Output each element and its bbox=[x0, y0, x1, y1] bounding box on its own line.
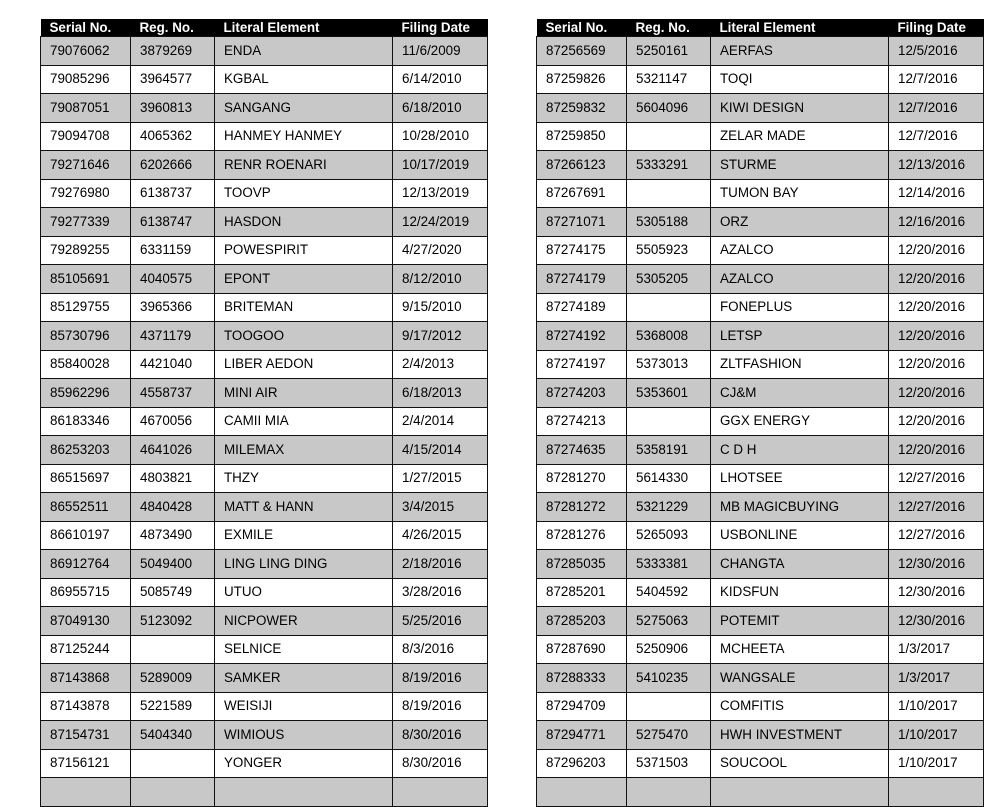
filing-date-cell: 6/18/2010 bbox=[393, 94, 488, 123]
serial-no-cell: 87143878 bbox=[41, 692, 131, 721]
table-row bbox=[41, 350, 488, 379]
table-row bbox=[537, 293, 984, 322]
table-row bbox=[41, 550, 488, 579]
literal-element-cell: ENDA bbox=[215, 37, 393, 66]
filing-date-cell: 8/30/2016 bbox=[393, 721, 488, 750]
serial-no-cell: 86515697 bbox=[41, 464, 131, 493]
filing-date-cell: 12/14/2016 bbox=[889, 179, 984, 208]
reg-no-cell: 6138737 bbox=[131, 179, 215, 208]
table-row bbox=[537, 493, 984, 522]
reg-no-cell: 5275063 bbox=[627, 607, 711, 636]
reg-no-cell: 5373013 bbox=[627, 350, 711, 379]
filing-date-cell: 3/28/2016 bbox=[393, 578, 488, 607]
filing-date-cell: 1/3/2017 bbox=[889, 635, 984, 664]
serial-no-cell: 87285203 bbox=[537, 607, 627, 636]
filing-date-cell: 12/27/2016 bbox=[889, 493, 984, 522]
reg-no-cell bbox=[131, 749, 215, 778]
filing-date-cell: 9/15/2010 bbox=[393, 293, 488, 322]
reg-no-cell: 4670056 bbox=[131, 407, 215, 436]
reg-no-cell: 5250906 bbox=[627, 635, 711, 664]
reg-no-cell: 5221589 bbox=[131, 692, 215, 721]
reg-no-cell: 5358191 bbox=[627, 436, 711, 465]
serial-no-cell: 87256569 bbox=[537, 37, 627, 66]
table-row bbox=[537, 379, 984, 408]
filing-date-cell: 12/20/2016 bbox=[889, 350, 984, 379]
literal-element-cell: UTUO bbox=[215, 578, 393, 607]
trademark-table-right bbox=[536, 19, 984, 807]
literal-element-cell: TOOVP bbox=[215, 179, 393, 208]
reg-no-cell: 3965366 bbox=[131, 293, 215, 322]
table-header-row bbox=[537, 19, 984, 37]
serial-no-cell: 87154731 bbox=[41, 721, 131, 750]
serial-no-cell: 85129755 bbox=[41, 293, 131, 322]
filing-date-cell: 6/14/2010 bbox=[393, 65, 488, 94]
table-row bbox=[537, 407, 984, 436]
table-row bbox=[41, 122, 488, 151]
reg-no-cell: 5321147 bbox=[627, 65, 711, 94]
table-row bbox=[41, 37, 488, 66]
serial-no-cell: 79277339 bbox=[41, 208, 131, 237]
literal-element-cell: HANMEY HANMEY bbox=[215, 122, 393, 151]
reg-no-cell: 5275470 bbox=[627, 721, 711, 750]
filing-date-cell: 10/17/2019 bbox=[393, 151, 488, 180]
serial-no-cell: 87285035 bbox=[537, 550, 627, 579]
table-row bbox=[41, 179, 488, 208]
header-serial-no: Serial No. bbox=[537, 19, 627, 37]
filing-date-cell: 12/30/2016 bbox=[889, 578, 984, 607]
filing-date-cell: 8/12/2010 bbox=[393, 265, 488, 294]
table-row bbox=[537, 749, 984, 778]
literal-element-cell: RENR ROENARI bbox=[215, 151, 393, 180]
reg-no-cell: 5371503 bbox=[627, 749, 711, 778]
serial-no-cell: 85105691 bbox=[41, 265, 131, 294]
serial-no-cell bbox=[41, 778, 131, 807]
literal-element-cell: WANGSALE bbox=[711, 664, 889, 693]
literal-element-cell: HASDON bbox=[215, 208, 393, 237]
reg-no-cell bbox=[627, 407, 711, 436]
literal-element-cell: BRITEMAN bbox=[215, 293, 393, 322]
table-row bbox=[41, 493, 488, 522]
reg-no-cell: 5289009 bbox=[131, 664, 215, 693]
table-row bbox=[537, 236, 984, 265]
literal-element-cell: TOQI bbox=[711, 65, 889, 94]
reg-no-cell: 5265093 bbox=[627, 521, 711, 550]
filing-date-cell: 12/20/2016 bbox=[889, 236, 984, 265]
header-literal-element: Literal Element bbox=[215, 19, 393, 37]
literal-element-cell: KIDSFUN bbox=[711, 578, 889, 607]
table-row bbox=[41, 94, 488, 123]
reg-no-cell: 3964577 bbox=[131, 65, 215, 94]
filing-date-cell: 12/16/2016 bbox=[889, 208, 984, 237]
serial-no-cell: 87259850 bbox=[537, 122, 627, 151]
serial-no-cell: 87285201 bbox=[537, 578, 627, 607]
table-row bbox=[537, 778, 984, 807]
literal-element-cell: LHOTSEE bbox=[711, 464, 889, 493]
serial-no-cell: 87294771 bbox=[537, 721, 627, 750]
literal-element-cell: MATT & HANN bbox=[215, 493, 393, 522]
reg-no-cell: 5333291 bbox=[627, 151, 711, 180]
table-row bbox=[537, 208, 984, 237]
reg-no-cell bbox=[627, 778, 711, 807]
table-row bbox=[41, 208, 488, 237]
filing-date-cell: 6/18/2013 bbox=[393, 379, 488, 408]
filing-date-cell: 12/13/2016 bbox=[889, 151, 984, 180]
table-row bbox=[537, 721, 984, 750]
literal-element-cell: LETSP bbox=[711, 322, 889, 351]
serial-no-cell: 86183346 bbox=[41, 407, 131, 436]
filing-date-cell: 8/19/2016 bbox=[393, 692, 488, 721]
literal-element-cell: SAMKER bbox=[215, 664, 393, 693]
literal-element-cell: LING LING DING bbox=[215, 550, 393, 579]
serial-no-cell: 87143868 bbox=[41, 664, 131, 693]
serial-no-cell bbox=[537, 778, 627, 807]
table-row bbox=[41, 464, 488, 493]
literal-element-cell: SANGANG bbox=[215, 94, 393, 123]
serial-no-cell: 79276980 bbox=[41, 179, 131, 208]
filing-date-cell: 12/20/2016 bbox=[889, 322, 984, 351]
literal-element-cell: MB MAGICBUYING bbox=[711, 493, 889, 522]
reg-no-cell bbox=[131, 778, 215, 807]
reg-no-cell: 5321229 bbox=[627, 493, 711, 522]
serial-no-cell: 87274213 bbox=[537, 407, 627, 436]
filing-date-cell: 4/15/2014 bbox=[393, 436, 488, 465]
filing-date-cell: 12/27/2016 bbox=[889, 521, 984, 550]
literal-element-cell: STURME bbox=[711, 151, 889, 180]
serial-no-cell: 87156121 bbox=[41, 749, 131, 778]
serial-no-cell: 79085296 bbox=[41, 65, 131, 94]
filing-date-cell: 12/20/2016 bbox=[889, 265, 984, 294]
table-row bbox=[537, 151, 984, 180]
literal-element-cell: POWESPIRIT bbox=[215, 236, 393, 265]
literal-element-cell: YONGER bbox=[215, 749, 393, 778]
filing-date-cell: 8/30/2016 bbox=[393, 749, 488, 778]
table-row bbox=[537, 350, 984, 379]
serial-no-cell: 87274203 bbox=[537, 379, 627, 408]
serial-no-cell: 87274179 bbox=[537, 265, 627, 294]
reg-no-cell bbox=[627, 179, 711, 208]
table-row bbox=[537, 322, 984, 351]
serial-no-cell: 87274175 bbox=[537, 236, 627, 265]
serial-no-cell: 79289255 bbox=[41, 236, 131, 265]
filing-date-cell: 11/6/2009 bbox=[393, 37, 488, 66]
literal-element-cell bbox=[215, 778, 393, 807]
table-row bbox=[537, 521, 984, 550]
table-row bbox=[41, 778, 488, 807]
table-row bbox=[537, 122, 984, 151]
table-row bbox=[537, 664, 984, 693]
literal-element-cell: TUMON BAY bbox=[711, 179, 889, 208]
header-reg-no: Reg. No. bbox=[131, 19, 215, 37]
reg-no-cell: 3879269 bbox=[131, 37, 215, 66]
literal-element-cell: ORZ bbox=[711, 208, 889, 237]
serial-no-cell: 87281272 bbox=[537, 493, 627, 522]
reg-no-cell: 5368008 bbox=[627, 322, 711, 351]
table-row bbox=[41, 692, 488, 721]
filing-date-cell: 12/13/2019 bbox=[393, 179, 488, 208]
table-row bbox=[41, 322, 488, 351]
table-header-row bbox=[41, 19, 488, 37]
serial-no-cell: 79094708 bbox=[41, 122, 131, 151]
serial-no-cell: 87288333 bbox=[537, 664, 627, 693]
serial-no-cell: 87267691 bbox=[537, 179, 627, 208]
literal-element-cell: AZALCO bbox=[711, 265, 889, 294]
literal-element-cell: WEISIJI bbox=[215, 692, 393, 721]
filing-date-cell: 12/20/2016 bbox=[889, 407, 984, 436]
literal-element-cell: TOOGOO bbox=[215, 322, 393, 351]
literal-element-cell: LIBER AEDON bbox=[215, 350, 393, 379]
table-row bbox=[537, 265, 984, 294]
reg-no-cell: 6331159 bbox=[131, 236, 215, 265]
literal-element-cell: MILEMAX bbox=[215, 436, 393, 465]
filing-date-cell: 1/10/2017 bbox=[889, 749, 984, 778]
table-row bbox=[41, 749, 488, 778]
table-row bbox=[537, 65, 984, 94]
reg-no-cell: 5604096 bbox=[627, 94, 711, 123]
header-serial-no: Serial No. bbox=[41, 19, 131, 37]
table-row bbox=[41, 607, 488, 636]
serial-no-cell: 85730796 bbox=[41, 322, 131, 351]
filing-date-cell: 2/4/2013 bbox=[393, 350, 488, 379]
header-filing-date: Filing Date bbox=[889, 19, 984, 37]
table-row bbox=[41, 236, 488, 265]
filing-date-cell: 12/7/2016 bbox=[889, 94, 984, 123]
table-row bbox=[41, 65, 488, 94]
table-row bbox=[537, 37, 984, 66]
reg-no-cell: 6138747 bbox=[131, 208, 215, 237]
reg-no-cell: 5049400 bbox=[131, 550, 215, 579]
filing-date-cell: 12/30/2016 bbox=[889, 607, 984, 636]
table-row bbox=[41, 521, 488, 550]
filing-date-cell: 12/7/2016 bbox=[889, 65, 984, 94]
reg-no-cell: 4065362 bbox=[131, 122, 215, 151]
serial-no-cell: 87125244 bbox=[41, 635, 131, 664]
serial-no-cell: 87259826 bbox=[537, 65, 627, 94]
filing-date-cell: 12/20/2016 bbox=[889, 293, 984, 322]
serial-no-cell: 86253203 bbox=[41, 436, 131, 465]
literal-element-cell: MCHEETA bbox=[711, 635, 889, 664]
literal-element-cell: FONEPLUS bbox=[711, 293, 889, 322]
literal-element-cell: POTEMIT bbox=[711, 607, 889, 636]
serial-no-cell: 87296203 bbox=[537, 749, 627, 778]
table-row bbox=[537, 94, 984, 123]
serial-no-cell: 79076062 bbox=[41, 37, 131, 66]
filing-date-cell: 2/4/2014 bbox=[393, 407, 488, 436]
literal-element-cell: AERFAS bbox=[711, 37, 889, 66]
filing-date-cell bbox=[393, 778, 488, 807]
filing-date-cell: 3/4/2015 bbox=[393, 493, 488, 522]
table-row bbox=[537, 464, 984, 493]
literal-element-cell: ZELAR MADE bbox=[711, 122, 889, 151]
serial-no-cell: 86912764 bbox=[41, 550, 131, 579]
table-row bbox=[537, 436, 984, 465]
filing-date-cell: 12/5/2016 bbox=[889, 37, 984, 66]
reg-no-cell: 4641026 bbox=[131, 436, 215, 465]
filing-date-cell: 12/7/2016 bbox=[889, 122, 984, 151]
table-row bbox=[41, 436, 488, 465]
literal-element-cell: NICPOWER bbox=[215, 607, 393, 636]
literal-element-cell: ZLTFASHION bbox=[711, 350, 889, 379]
serial-no-cell: 87266123 bbox=[537, 151, 627, 180]
table-body bbox=[537, 37, 984, 807]
literal-element-cell: CHANGTA bbox=[711, 550, 889, 579]
reg-no-cell: 5250161 bbox=[627, 37, 711, 66]
table-row bbox=[41, 407, 488, 436]
literal-element-cell: CAMII MIA bbox=[215, 407, 393, 436]
literal-element-cell: GGX ENERGY bbox=[711, 407, 889, 436]
table-row bbox=[537, 179, 984, 208]
reg-no-cell bbox=[131, 635, 215, 664]
serial-no-cell: 86552511 bbox=[41, 493, 131, 522]
literal-element-cell: AZALCO bbox=[711, 236, 889, 265]
filing-date-cell: 5/25/2016 bbox=[393, 607, 488, 636]
table-row bbox=[537, 692, 984, 721]
serial-no-cell: 79271646 bbox=[41, 151, 131, 180]
reg-no-cell: 5353601 bbox=[627, 379, 711, 408]
table-row bbox=[41, 293, 488, 322]
serial-no-cell: 85962296 bbox=[41, 379, 131, 408]
header-filing-date: Filing Date bbox=[393, 19, 488, 37]
serial-no-cell: 79087051 bbox=[41, 94, 131, 123]
filing-date-cell: 8/3/2016 bbox=[393, 635, 488, 664]
filing-date-cell: 12/30/2016 bbox=[889, 550, 984, 579]
serial-no-cell: 87281270 bbox=[537, 464, 627, 493]
filing-date-cell: 1/10/2017 bbox=[889, 692, 984, 721]
filing-date-cell: 12/24/2019 bbox=[393, 208, 488, 237]
reg-no-cell: 4803821 bbox=[131, 464, 215, 493]
reg-no-cell: 4873490 bbox=[131, 521, 215, 550]
filing-date-cell: 4/27/2020 bbox=[393, 236, 488, 265]
filing-date-cell: 8/19/2016 bbox=[393, 664, 488, 693]
reg-no-cell: 5404592 bbox=[627, 578, 711, 607]
reg-no-cell: 5333381 bbox=[627, 550, 711, 579]
reg-no-cell: 6202666 bbox=[131, 151, 215, 180]
reg-no-cell: 4040575 bbox=[131, 265, 215, 294]
reg-no-cell: 4840428 bbox=[131, 493, 215, 522]
literal-element-cell: SELNICE bbox=[215, 635, 393, 664]
literal-element-cell: HWH INVESTMENT bbox=[711, 721, 889, 750]
literal-element-cell: USBONLINE bbox=[711, 521, 889, 550]
table-row bbox=[41, 721, 488, 750]
literal-element-cell: C D H bbox=[711, 436, 889, 465]
table-row bbox=[537, 635, 984, 664]
table-row bbox=[41, 379, 488, 408]
reg-no-cell: 5614330 bbox=[627, 464, 711, 493]
reg-no-cell bbox=[627, 692, 711, 721]
table-row bbox=[41, 635, 488, 664]
table-row bbox=[41, 664, 488, 693]
filing-date-cell: 4/26/2015 bbox=[393, 521, 488, 550]
serial-no-cell: 85840028 bbox=[41, 350, 131, 379]
table-row bbox=[41, 578, 488, 607]
literal-element-cell: CJ&M bbox=[711, 379, 889, 408]
serial-no-cell: 87287690 bbox=[537, 635, 627, 664]
header-reg-no: Reg. No. bbox=[627, 19, 711, 37]
reg-no-cell: 5404340 bbox=[131, 721, 215, 750]
reg-no-cell: 4371179 bbox=[131, 322, 215, 351]
reg-no-cell: 5410235 bbox=[627, 664, 711, 693]
serial-no-cell: 87274189 bbox=[537, 293, 627, 322]
table-row bbox=[41, 265, 488, 294]
serial-no-cell: 87259832 bbox=[537, 94, 627, 123]
table-row bbox=[537, 550, 984, 579]
reg-no-cell: 5305205 bbox=[627, 265, 711, 294]
reg-no-cell: 3960813 bbox=[131, 94, 215, 123]
filing-date-cell: 1/3/2017 bbox=[889, 664, 984, 693]
reg-no-cell bbox=[627, 122, 711, 151]
serial-no-cell: 87049130 bbox=[41, 607, 131, 636]
serial-no-cell: 86955715 bbox=[41, 578, 131, 607]
header-literal-element: Literal Element bbox=[711, 19, 889, 37]
filing-date-cell: 12/20/2016 bbox=[889, 436, 984, 465]
literal-element-cell: EPONT bbox=[215, 265, 393, 294]
filing-date-cell: 1/10/2017 bbox=[889, 721, 984, 750]
serial-no-cell: 87294709 bbox=[537, 692, 627, 721]
literal-element-cell: WIMIOUS bbox=[215, 721, 393, 750]
filing-date-cell: 12/20/2016 bbox=[889, 379, 984, 408]
serial-no-cell: 87274197 bbox=[537, 350, 627, 379]
literal-element-cell: KGBAL bbox=[215, 65, 393, 94]
literal-element-cell: MINI AIR bbox=[215, 379, 393, 408]
filing-date-cell: 9/17/2012 bbox=[393, 322, 488, 351]
reg-no-cell: 5085749 bbox=[131, 578, 215, 607]
literal-element-cell: KIWI DESIGN bbox=[711, 94, 889, 123]
literal-element-cell: SOUCOOL bbox=[711, 749, 889, 778]
literal-element-cell: EXMILE bbox=[215, 521, 393, 550]
reg-no-cell: 5505923 bbox=[627, 236, 711, 265]
trademark-table-left bbox=[40, 19, 488, 807]
table-body bbox=[41, 37, 488, 807]
serial-no-cell: 87274635 bbox=[537, 436, 627, 465]
serial-no-cell: 87271071 bbox=[537, 208, 627, 237]
filing-date-cell: 2/18/2016 bbox=[393, 550, 488, 579]
literal-element-cell bbox=[711, 778, 889, 807]
table-row bbox=[41, 151, 488, 180]
literal-element-cell: THZY bbox=[215, 464, 393, 493]
filing-date-cell: 1/27/2015 bbox=[393, 464, 488, 493]
serial-no-cell: 87274192 bbox=[537, 322, 627, 351]
serial-no-cell: 86610197 bbox=[41, 521, 131, 550]
filing-date-cell: 12/27/2016 bbox=[889, 464, 984, 493]
reg-no-cell bbox=[627, 293, 711, 322]
reg-no-cell: 4558737 bbox=[131, 379, 215, 408]
table-row bbox=[537, 578, 984, 607]
filing-date-cell bbox=[889, 778, 984, 807]
reg-no-cell: 5123092 bbox=[131, 607, 215, 636]
literal-element-cell: COMFITIS bbox=[711, 692, 889, 721]
reg-no-cell: 5305188 bbox=[627, 208, 711, 237]
serial-no-cell: 87281276 bbox=[537, 521, 627, 550]
table-row bbox=[537, 607, 984, 636]
filing-date-cell: 10/28/2010 bbox=[393, 122, 488, 151]
reg-no-cell: 4421040 bbox=[131, 350, 215, 379]
